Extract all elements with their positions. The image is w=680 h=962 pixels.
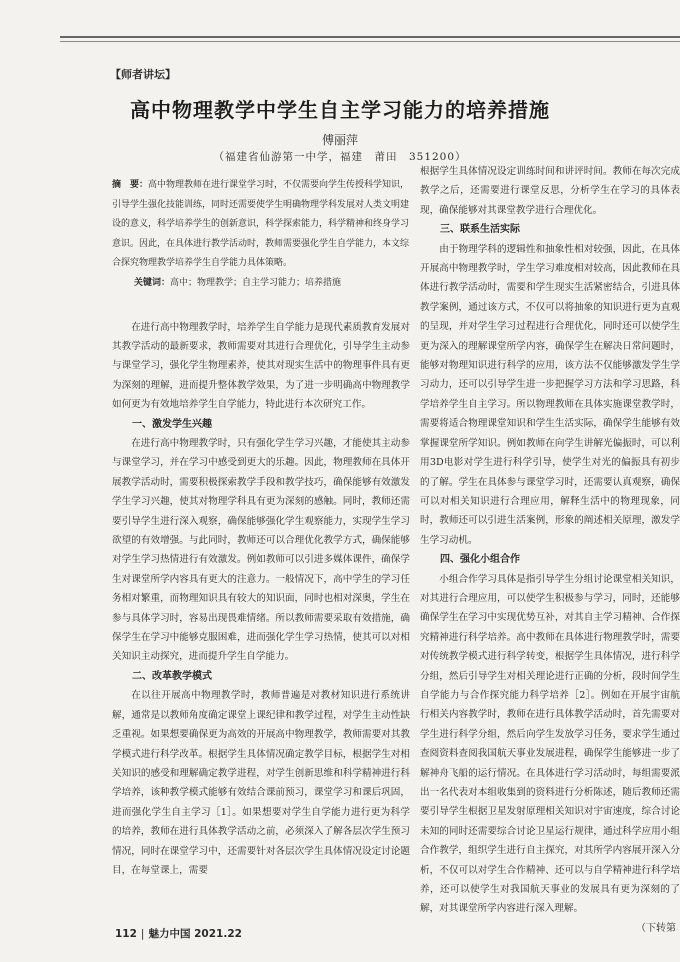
section-tag: 【师者讲坛】 bbox=[110, 68, 176, 81]
left-column bbox=[112, 176, 410, 911]
page-number: 112 bbox=[115, 928, 137, 940]
header-rule bbox=[60, 36, 680, 38]
section-heading-1: 一、激发学生兴趣 bbox=[132, 418, 212, 430]
keywords-text: 高中；物理教学；自主学习能力；培养措施 bbox=[170, 277, 342, 288]
abstract-label: 摘 要： bbox=[112, 180, 149, 190]
author-affiliation: （福建省仙游第一中学，福建 莆田 351200） bbox=[213, 151, 467, 163]
section-1-paragraph: 在进行高中物理教学时，只有强化学生学习兴趣，才能使其主动参与课堂学习，并在学习中感受到更大的乐趣。因此，物理教师在具体开展教学活动时，需要积极探索教学手段和教学技巧，确保能够有效激发学生学习兴趣，使其对物理学科具有更为深刻的感触。同时，教师还需要引导学生进行深入观察，确保能够强化学生观察能力，实现学生学习欲望的有效增强。与此同时，教师还可以合理优化教学方式，确保能够对学生学习热情进行有效激发。例如教师可以引进多媒体课件，确保学生对课堂所学内容具有更大的注意力。一般情况下，高中学生的学习任务相对繁重，而物理知识具有较大的知识面，同时也相对深奥，学生在参与具体学习时，容易出现畏难情绪。所以教师需要采取有效措施，确保学生在学习中能够克服困难，进而强化学生学习热情，使其可以对相关知识主动探究，进而提升学生自学能力。 bbox=[112, 438, 410, 663]
page-footer bbox=[115, 926, 242, 941]
spacer bbox=[112, 294, 410, 318]
section-heading-2: 二、改革教学模式 bbox=[132, 670, 212, 682]
footer-separator: | bbox=[140, 928, 145, 940]
continued-on-label: （下转第 bbox=[636, 922, 676, 934]
issue-number: 2021.22 bbox=[194, 928, 242, 940]
header-rule-thin bbox=[60, 41, 680, 42]
section-3-paragraph: 由于物理学科的逻辑性和抽象性相对较强，因此，在具体开展高中物理教学时，学生学习难度相对较高，因此教师在具体进行教学活动时，需要和学生现实生活紧密结合，引进具体教学案例，通过该方式，不仅可以将抽象的知识进行更为直观的呈现，并对学生学习过程进行合理优化，同时还可以使学生更为深入的理解课堂所学内容，确保学生在解决日常问题时，能够对物理知识进行科学的应用，该方法不仅能够激发学生学习动力，还可以引导学生进一步把握学习方法和学习思路，科学培养学生自主学习。所以物理教师在具体实施课堂教学时，需要将适合物理课堂知识和学生生活实际，确保学生能够有效掌握课堂所学知识。例如教师在向学生讲解光偏振时，可以利用3D电影对学生进行科学引导，使学生对光的偏振具有初步的了解。学生在具体参与课堂学习时，还需要认真观察，确保可以对相关知识进行合理应用，解释生活中的物理现象，同时，教师还可以引进生活案例，形象的阐述相关原理，激发学生学习动机。 bbox=[420, 243, 680, 546]
section-heading-4: 四、强化小组合作 bbox=[440, 554, 520, 566]
keywords-label: 关键词： bbox=[134, 277, 171, 288]
section-heading-3: 三、联系生活实际 bbox=[440, 224, 520, 236]
right-column bbox=[420, 162, 680, 934]
article-title: 高中物理教学中学生自主学习能力的培养措施 bbox=[130, 98, 550, 122]
abstract bbox=[112, 176, 410, 274]
section-4-paragraph: 小组合作学习具体是指引导学生分组讨论课堂相关知识，对其进行合理应用，可以使学生积极参与学习，同时，还能够确保学生在学习中实现优势互补，对其自主学习精神、合作探究精神进行科学培养。高中教师在具体进行物理教学时，需要对传统教学模式进行科学转变，根据学生具体情况，进行科学分组，然后引导学生对相关理论进行正确的分析，段时间学生自学能力与合作探究能力科学培养［2］。例如在开展宇宙航行相关内容教学时，教师在进行具体教学活动时，首先需要对学生进行科学分组，然后向学生发放学习任务，要求学生通过查阅资料查阅我国航天事业发展进程，确保学生能够进一步了解神舟飞船的运行情况。在具体进行学习活动时，每组需要派出一名代表对本组收集到的资料进行分析陈述，随后教师还需要引导学生根据卫星发射原理相关知识对宇宙速度，综合讨论未知的同时还需要综合讨论卫星运行规律，通过科学应用小组合作教学，组织学生进行自主探究，对其所学内容展开深入分析，不仅可以对学生合作精神、还可以与自学精神进行科学培养，还可以使学生对我国航天事业的发展具有更为深刻的了解，对其课堂所学内容进行深入理解。 bbox=[420, 573, 680, 915]
article-author: 傅丽萍 bbox=[321, 133, 358, 147]
section-2-paragraph: 在以往开展高中物理教学时，教师普遍是对教材知识进行系统讲解，通常是以教师角度确定课堂上课纪律和教学过程，对学生主动性缺乏重视。如果想要确保更为高效的开展高中物理教学，教师需要对其教学模式进行科学改革。根据学生具体情况确定教学目标，根据学生对相关知识的感受和理解确定教学进程，对学生创新思维和科学精神进行科学培养，该种教学模式能够有效结合课前预习，课堂学习和课后巩固，进而强化学生自主学习［1］。如果想要对学生自学能力进行更为科学的培养，教师在进行具体教学活动之前，必须深入了解各层次学生预习情况，同时在课堂学习中，还需要针对各层次学生具体情况设定讨论题目，在每堂课上，需要 bbox=[112, 690, 410, 876]
intro-paragraph: 在进行高中物理教学时，培养学生自学能力是现代素质教育发展对其教学活动的最新要求，教师需要对其进行合理优化，引导学生主动参与课堂学习，强化学生物理素养，使其对现实生活中的物理事件具有更为深刻的理解，进而提升整体教学效果，为了进一步明确高中物理教学如何更为有效地培养学生自学能力，特此进行本次研究工作。 bbox=[112, 321, 410, 411]
keywords bbox=[112, 274, 410, 294]
journal-name: 魅力中国 bbox=[148, 928, 191, 940]
abstract-text: 高中物理教师在进行课堂学习时，不仅需要向学生传授科学知识，引导学生强化技能训练，同时还需要使学生明确物理学科发展对人类文明建设的意义，科学培养学生的创新意识，科学探索能力，科学精神和终身学习意识。因此，在具体进行教学活动时，教师需要强化学生自学能力，本文综合探究物理教学培养学生自学能力具体策略。 bbox=[112, 180, 410, 269]
continued-paragraph: 根据学生具体情况设定训练时间和讲评时间。教师在每次完成教学之后，还需要进行课堂反思，分析学生在学习的具体表现，确保能够对其课堂教学进行合理优化。 bbox=[420, 166, 680, 216]
